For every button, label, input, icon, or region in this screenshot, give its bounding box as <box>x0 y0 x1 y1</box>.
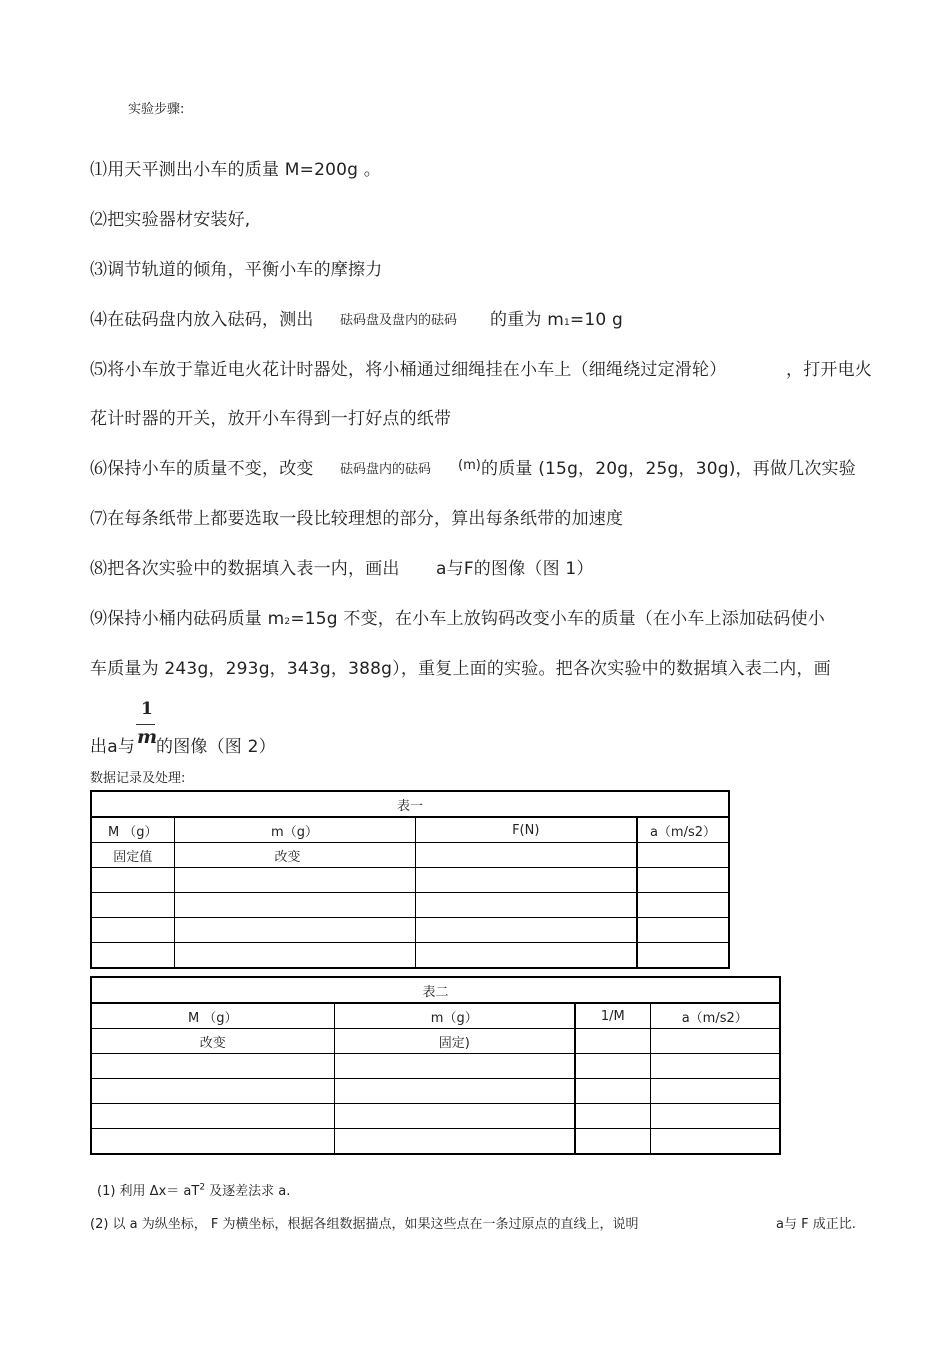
step-9-subscript: 2 <box>284 617 291 627</box>
steps-heading: 实验步骤: <box>128 102 185 117</box>
note-1-text-a: (1) 利用 Δx＝ aT <box>97 1184 200 1199</box>
note-1 <box>97 1180 290 1199</box>
step-9-text-b: =15g 不变，在小车上放钩码改变小车的质量（在小车上添加砝码使小 <box>290 609 825 629</box>
step-6-text-a: ⑹保持小车的质量不变，改变 <box>90 459 314 479</box>
step-5-line-1-end: ，打开电火 <box>786 360 872 380</box>
step-9-text-d1: 出a与 <box>90 737 136 757</box>
step-4-mass-label: 的重为 m <box>490 310 564 330</box>
table-1-cell: 改变 <box>174 843 415 868</box>
table-2-title: 表二 <box>91 977 780 1003</box>
table-1-header-M: M （g） <box>91 817 174 843</box>
fraction-denominator: m <box>137 726 158 748</box>
note-2-text-b: a与 F 成正比. <box>776 1217 856 1232</box>
fraction-bar <box>136 724 155 725</box>
step-5-line-2: 花计时器的开关，放开小车得到一打好点的纸带 <box>90 409 452 429</box>
table-2-header-M: M （g） <box>91 1003 334 1029</box>
step-4-mass-value: =10 g <box>569 310 623 330</box>
step-9-line-1 <box>90 604 825 629</box>
step-5-line-1: ⑸将小车放于靠近电火花计时器处，将小桶通过细绳挂在小车上（细绳绕过定滑轮） <box>90 360 727 380</box>
table-1-cell: 固定值 <box>91 843 174 868</box>
step-6-text-c: (m) <box>458 458 481 473</box>
step-8-text-a: ⑻把各次实验中的数据填入表一内，画出 <box>90 559 400 579</box>
table-2-cell: 改变 <box>91 1029 334 1054</box>
table-row <box>91 868 729 893</box>
step-1: ⑴用天平测出小车的质量 M=200g 。 <box>90 160 381 180</box>
table-1-header-F: F(N) <box>415 817 637 843</box>
step-6-text-d: 的质量 (15g，20g，25g，30g)，再做几次实验 <box>481 459 856 479</box>
step-4-text-a: ⑷在砝码盘内放入砝码，测出 <box>90 310 314 330</box>
step-7: ⑺在每条纸带上都要选取一段比较理想的部分，算出每条纸带的加速度 <box>90 509 624 529</box>
step-9-text-d2: 的图像（图 2） <box>156 737 276 757</box>
step-4 <box>90 305 314 330</box>
note-1-superscript: 2 <box>199 1182 206 1193</box>
table-1-header-a: a（m/s2） <box>637 817 729 843</box>
table-row <box>91 918 729 943</box>
table-row <box>91 1104 780 1129</box>
step-9-text-a: ⑼保持小桶内砝码质量 m <box>90 609 285 629</box>
table-row <box>91 1054 780 1079</box>
step-2: ⑵把实验器材安装好, <box>90 210 251 230</box>
table-1-cell <box>415 843 637 868</box>
table-row <box>91 1129 780 1155</box>
table-2-cell: 固定) <box>334 1029 575 1054</box>
table-row <box>91 943 729 969</box>
note-1-text-b: 及逐差法求 a. <box>205 1184 291 1199</box>
table-2-header-m: m（g） <box>334 1003 575 1029</box>
table-2-cell <box>575 1029 650 1054</box>
step-4-subscript: 1 <box>563 318 570 328</box>
table-2-header-inv-M: 1/M <box>575 1003 650 1029</box>
step-4-text-c <box>490 305 623 330</box>
step-4-text-b: 砝码盘及盘内的砝码 <box>340 313 458 328</box>
step-6-text-b: 砝码盘内的砝码 <box>340 462 432 477</box>
step-9-line-2: 车质量为 243g，293g，343g，388g），重复上面的实验。把各次实验中的数据填入表二内，画 <box>90 659 831 679</box>
data-heading: 数据记录及处理: <box>90 771 186 786</box>
table-2-cell <box>650 1029 780 1054</box>
table-1-title: 表一 <box>91 791 729 817</box>
note-2-text-a: (2) 以 a 为纵坐标， F 为横坐标，根据各组数据描点，如果这些点在一条过原点的直线上，说明 <box>90 1217 639 1232</box>
table-2-header-a: a（m/s2） <box>650 1003 780 1029</box>
table-1-cell <box>637 843 729 868</box>
table-row <box>91 1079 780 1104</box>
table-2 <box>90 976 781 1155</box>
table-row <box>91 893 729 918</box>
table-1 <box>90 790 730 969</box>
table-1-header-m: m（g） <box>174 817 415 843</box>
step-8-text-b: a与F的图像（图 1） <box>436 559 594 579</box>
fraction-numerator: 1 <box>141 699 153 719</box>
step-3: ⑶调节轨道的倾角，平衡小车的摩擦力 <box>90 260 383 280</box>
